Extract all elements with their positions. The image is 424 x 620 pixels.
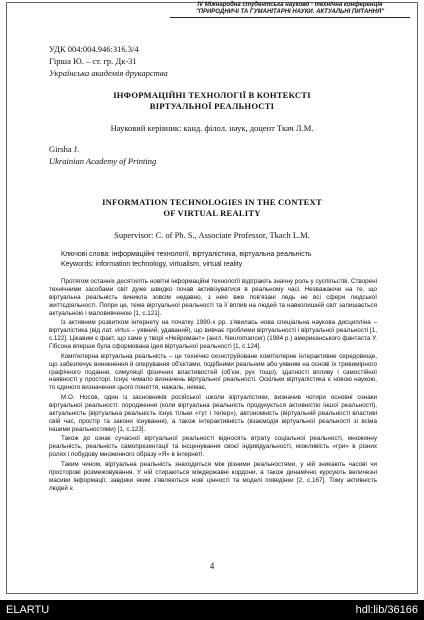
title-en — [40, 197, 384, 219]
footer-handle: hdl:lib/36166 — [355, 604, 418, 616]
affiliation-ua: Українська академія друкарства — [49, 68, 168, 78]
keywords-en: Keywords: information technology, virtualism, virtual reality — [61, 261, 243, 268]
affiliation-en: Ukrainian Academy of Printing — [49, 156, 157, 166]
title-en-line-1: INFORMATION TECHNOLOGIES IN THE CONTEXT — [102, 197, 322, 207]
supervisor-ua: Науковий керівник: канд. філол. наук, доцент Ткач Л.М. — [110, 123, 314, 133]
footer-repository-name: ELARTU — [6, 604, 50, 616]
conference-header — [170, 2, 410, 18]
title-ua — [40, 90, 384, 112]
udk-code: УДК 004:004.946:316.3/4 — [49, 44, 139, 54]
title-ua-line-2: ВІРТУАЛЬНОЇ РЕАЛЬНОСТІ — [149, 101, 275, 111]
conference-header-line-2: "ПРИРОДНИЧІ ТА ГУМАНІТАРНІ НАУКИ. АКТУАЛЬНІ ПИТАННЯ" — [195, 9, 385, 15]
body-paragraph: Комп'ютерна віртуальна реальність – це технічно сконструйоване комп'ютерне інтерактивне середовище, що забезпечує виникнення й оперування об'єктами, подібними реальним або уявним на основі їх тривимірного графічного подання, симуляції фізичних властивостей (об'єм, рух тощо), здатності впливу і самостійної наявності у просторі. Існує чимало визначень віртуальної реальності. Оскільки віртуалістика є новою наукою, то єдиного визначення цього поняття, нажаль, немає. — [49, 352, 377, 392]
keywords-ua: Ключові слова: інформаційні технології, віртуалістика, віртуальна реальність — [61, 251, 312, 258]
body-paragraph: М.О. Носов, один із засновників російської школи віртуалістики, визначив чотири основні ознаки віртуальної реальності: породження (коли віртуальна реальність продукується активністю іншої реальності), актуальність (віртуальна реальність існує тільки «тут і тепер»), автономність (віртуальній реальності властиві свій час, простір та закони існування), а також інтерактивність (взаємодія віртуальної реальності зі всіма іншими реальностями) [1, с.123]. — [49, 394, 377, 433]
author-ua: Гірша Ю. – ст. гр. Дк-31 — [49, 56, 137, 66]
body-paragraph: Також до ознак сучасної віртуальної реальності відносять втрату соціальної реальності, множинну реальність, реальність самопрезентації та інсценування своєї індивідуальності, можливість «гри» в різних ролях і побудову множинного образу «Я» в інтернеті. — [49, 435, 377, 459]
body-text — [49, 278, 377, 494]
title-en-line-2: OF VIRTUAL REALITY — [163, 208, 261, 218]
footer-bar — [0, 600, 424, 620]
author-en: Girsha J. — [49, 144, 80, 154]
supervisor-en: Supervisor: C. of Ph. S., Associate Professor, Tkach L.M. — [114, 230, 310, 240]
title-ua-line-1: ІНФОРМАЦІЙНІ ТЕХНОЛОГІЇ В КОНТЕКСТІ — [113, 90, 311, 100]
page-number: 4 — [209, 561, 215, 571]
conference-header-line-1: IV Міжнародна студентська науково - технічна конференція — [197, 2, 383, 8]
body-paragraph: Із активним розвитком інтернету на початку 1990-х рр. з'явилась нова спеціальна наукова дисципліна – віртуалістика (від лат. virtus – уявний, удаваний), що вивчає проблеми віртуальності і віртуальної реальності [1, с.122]. Цікавим є факт, що саме у творі «Нейромант» (англ. Neuromancer) (1984 р.) американського фантаста У. Гібсона вперше була сформована ідея віртуальної реальності [1, с.124]. — [49, 319, 377, 351]
body-paragraph: Протягом останніх десятиліть новітні інформаційні технології відіграють значну роль у суспільстві. Створені технічними засобами світ дуже швидко почав активізуватися в реальному часі. Незважаючи на те, що віртуальна реальність виникла зовсім недавно, з нею вже пов'язані ледь не всі сфери людської життєдіяльності. Попри це, тема віртуальної реальності та її вплив на людей та навколишній світ залишається актуальною і маловивченою [1, с.121]. — [49, 278, 377, 317]
body-paragraph: Таким чином, віртуальна реальність знаходиться між різними реальностями, у ній зникають часові чи просторові розмежовування. У ній стираються міждержавні кордони, а також динамічно курсують величезні масиви інформації, завдяки яким з'являються нові цінності та моделі поведінки [2, с.167]. Тому активність людей є — [49, 460, 377, 492]
